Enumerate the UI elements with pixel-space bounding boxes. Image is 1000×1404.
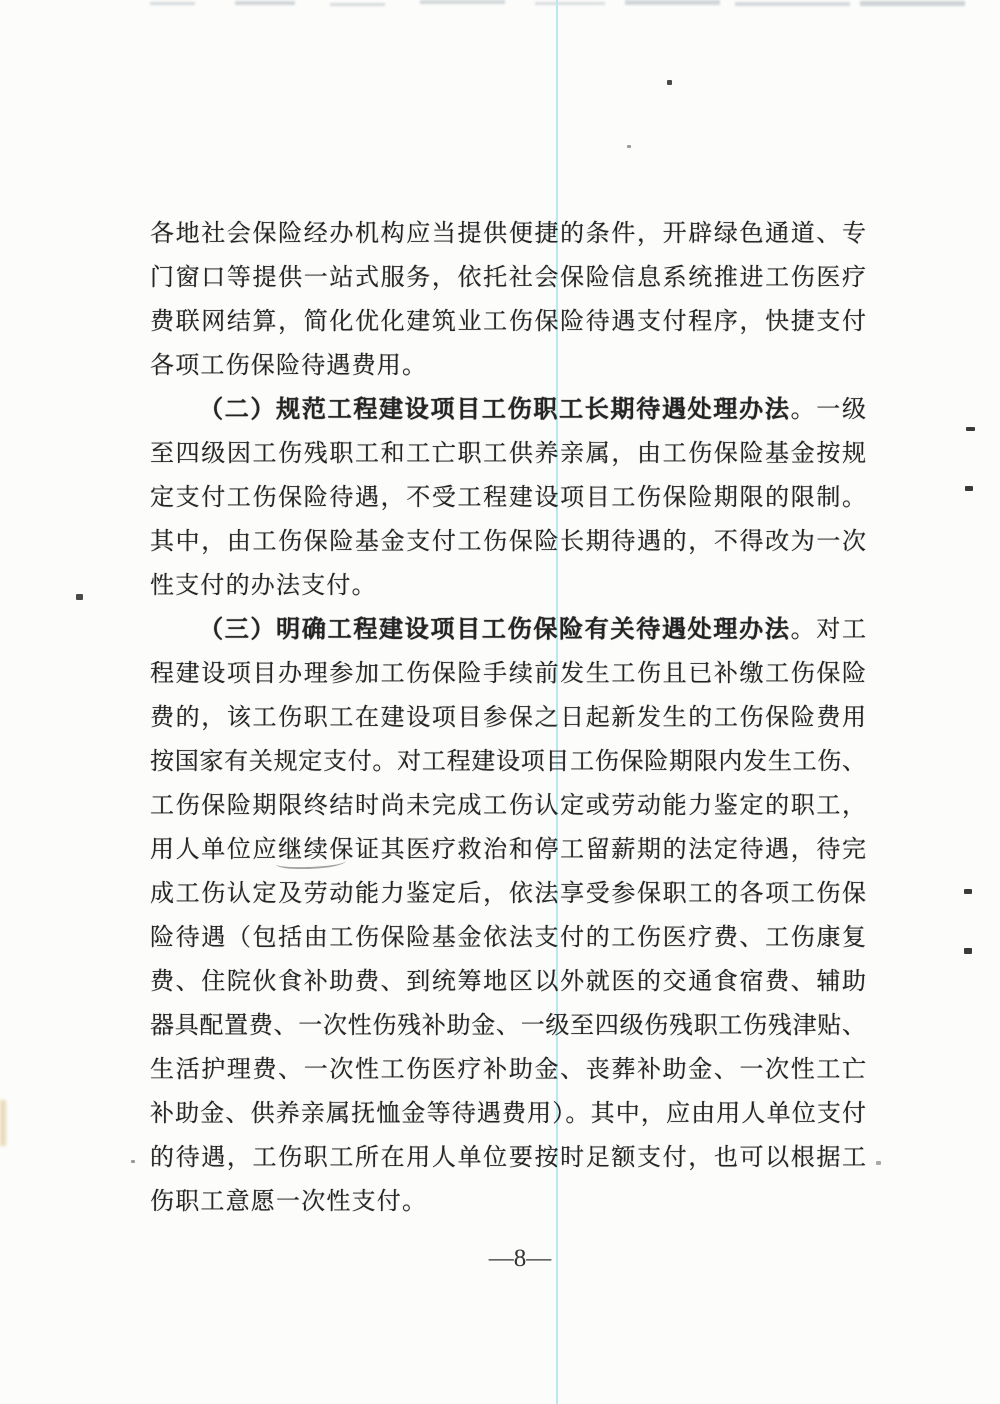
heading-bold-text: （三）明确工程建设项目工伤保险有关待遇处理办法 [199,617,791,643]
scan-noise [860,1,965,6]
heading-bold-text: （二）规范工程建设项目工伤职工长期待遇处理办法 [199,397,791,423]
paragraph-1-line-2: 门窗口等提供一站式服务，依托社会保险信息系统推进工伤医疗 [150,265,866,291]
scan-speck [965,486,973,491]
page-number: —8— [488,1245,552,1272]
scan-speck [964,889,972,894]
paragraph-3-line-6: 用人单位应继续保证其医疗救治和停工留薪期的法定待遇，待完 [150,837,866,863]
scan-noise [150,2,195,5]
scan-speck [966,427,975,431]
paragraph-3-line-8: 险待遇（包括由工伤保险基金依法支付的工伤医疗费、工伤康复 [150,925,866,951]
paragraph-3-line-12: 补助金、供养亲属抚恤金等待遇费用）。其中，应由用人单位支付 [150,1101,866,1127]
scan-noise [535,2,605,5]
paragraph-3-line-10: 器具配置费、一次性伤残补助金、一级至四级伤残职工伤残津贴、 [150,1013,866,1039]
paragraph-2-line-3: 定支付工伤保险待遇，不受工程建设项目工伤保险期限的限制。 [150,485,866,511]
scan-speck [876,1161,881,1165]
edge-smudge [0,1100,6,1146]
scan-noise [420,0,505,4]
paragraph-3-line-13: 的待遇，工伤职工所在用人单位要按时足额支付，也可以根据工 [150,1145,866,1171]
paragraph-2-line-1: （二）规范工程建设项目工伤职工长期待遇处理办法。一级 [199,397,867,423]
paragraph-3-line-7: 成工伤认定及劳动能力鉴定后，依法享受参保职工的各项工伤保 [150,881,866,907]
body-text [150,212,866,1224]
paragraph-3-line-11: 生活护理费、一次性工伤医疗补助金、丧葬补助金、一次性工亡 [150,1057,866,1083]
scan-speck [667,80,672,85]
paragraph-1-line-3: 费联网结算，简化优化建筑业工伤保险待遇支付程序，快捷支付 [150,309,866,335]
paragraph-3-line-5: 工伤保险期限终结时尚未完成工伤认定或劳动能力鉴定的职工， [150,793,866,819]
scan-noise [735,2,850,6]
scan-noise [625,0,720,5]
scan-speck [964,948,972,954]
paragraph-3-line-2: 程建设项目办理参加工伤保险手续前发生工伤且已补缴工伤保险 [150,661,866,687]
paragraph-3-line-3: 费的，该工伤职工在建设项目参保之日起新发生的工伤保险费用 [150,705,866,731]
paragraph-3-line-9: 费、住院伙食补助费、到统筹地区以外就医的交通食宿费、辅助 [150,969,866,995]
scan-speck [131,1160,135,1163]
scan-noise [330,3,385,6]
scan-noise [235,1,295,5]
paragraph-3-line-14: 伤职工意愿一次性支付。 [150,1189,428,1215]
paragraph-2-line-2: 至四级因工伤残职工和工亡职工供养亲属，由工伤保险基金按规 [150,441,866,467]
paragraph-1-line-1: 各地社会保险经办机构应当提供便捷的条件，开辟绿色通道、专 [150,221,866,247]
paragraph-2-line-4: 其中，由工伤保险基金支付工伤保险长期待遇的，不得改为一次 [150,529,866,555]
paragraph-2-line-5: 性支付的办法支付。 [150,573,377,599]
scan-speck [76,594,83,600]
paragraph-3-line-1: （三）明确工程建设项目工伤保险有关待遇处理办法。对工 [199,617,867,643]
paragraph-3-line-4: 按国家有关规定支付。对工程建设项目工伤保险期限内发生工伤、 [150,749,866,775]
paragraph-1-line-4: 各项工伤保险待遇费用。 [150,353,428,379]
scan-speck [627,145,631,148]
